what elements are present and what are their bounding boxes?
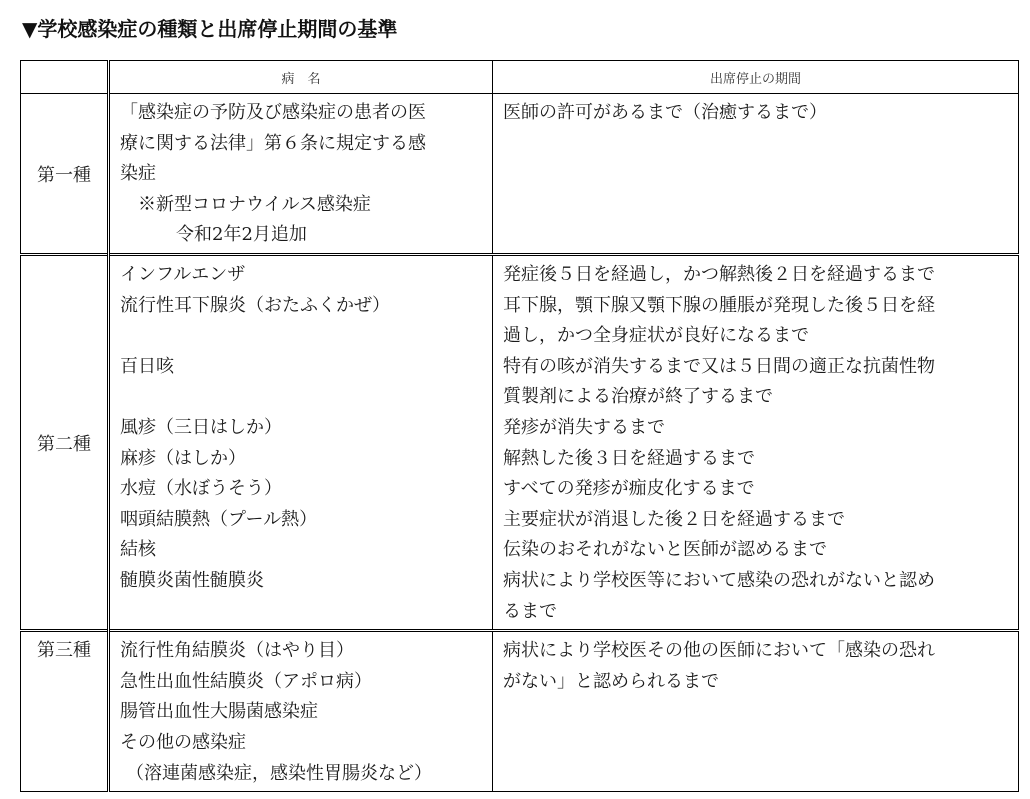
disease-name-cell [109,255,493,631]
period-line: がない」と認められるまで [503,670,719,692]
disease-name-line: 百日咳 [120,355,174,377]
disease-name-line: 急性出血性結膜炎（アポロ病） [120,670,372,692]
period-line: 過し，かつ全身症状が良好になるまで [503,325,809,347]
period-cell [493,255,1019,631]
category-cell: 第一種 [21,94,109,255]
disease-name-cell [109,631,493,792]
period-line: 発症後５日を経過し，かつ解熱後２日を経過するまで [503,264,935,285]
period-line: 質製剤による治療が終了するまで [503,386,773,408]
disease-name-line: 髄膜炎菌性髄膜炎 [120,569,264,591]
period-line: 耳下腺，顎下腺又顎下腺の腫脹が発現した後５日を経 [503,294,935,316]
disease-name-line [120,382,486,413]
category-header [21,61,109,94]
period-line: るまで [503,600,557,622]
disease-name-note-date: 令和2年2月追加 [176,224,307,246]
disease-name-line: 腸管出血性大腸菌感染症 [120,701,318,723]
infectious-disease-table [20,60,1019,792]
period-header: 出席停止の期間 [493,61,1019,94]
disease-name-line: 流行性耳下腺炎（おたふくかぜ） [120,294,390,316]
period-line: 主要症状が消退した後２日を経過するまで [503,508,845,530]
disease-name-line: 「感染症の予防及び感染症の患者の医 [120,102,426,123]
category-cell: 第三種 [21,631,109,792]
page-title: ▼学校感染症の種類と出席停止期間の基準 [22,17,398,41]
disease-name-line: 流行性角結膜炎（はやり目） [120,640,354,662]
table-row [21,631,1019,792]
table-row [21,255,1019,631]
disease-name-cell [109,94,493,255]
disease-name-line: 水痘（水ぼうそう） [120,478,282,500]
period-line: 発疹が消失するまで [503,416,665,438]
disease-name-line: 風疹（三日はしか） [120,416,282,438]
disease-name-line [120,321,486,352]
disease-name-line: 染症 [120,163,156,185]
category-cell: 第二種 [21,255,109,631]
period-line: 病状により学校医その他の医師において「感染の恐れ [503,640,935,662]
table-row [21,94,1019,255]
disease-name-line: （溶連菌感染症，感染性胃腸炎など） [126,762,432,784]
period-line: 病状により学校医等において感染の恐れがないと認め [503,569,935,591]
disease-name-line: 結核 [120,539,156,561]
period-line: すべての発疹が痂皮化するまで [503,478,755,500]
disease-name-line: インフルエンザ [120,264,246,285]
disease-name-note: ※新型コロナウイルス感染症 [138,193,371,215]
period-line: 伝染のおそれがないと医師が認めるまで [503,539,827,561]
period-line: 医師の許可があるまで（治癒するまで） [503,102,827,123]
period-cell [493,94,1019,255]
table-header-row [21,61,1019,94]
disease-name-line: 療に関する法律」第６条に規定する感 [120,132,426,154]
period-line: 解熱した後３日を経過するまで [503,447,755,469]
disease-name-header: 病 名 [109,61,493,94]
disease-name-line: 麻疹（はしか） [120,447,246,469]
disease-name-line: その他の感染症 [120,731,246,753]
period-cell [493,631,1019,792]
period-line: 特有の咳が消失するまで又は５日間の適正な抗菌性物 [503,355,935,377]
disease-name-line: 咽頭結膜熱（プール熱） [120,508,318,530]
